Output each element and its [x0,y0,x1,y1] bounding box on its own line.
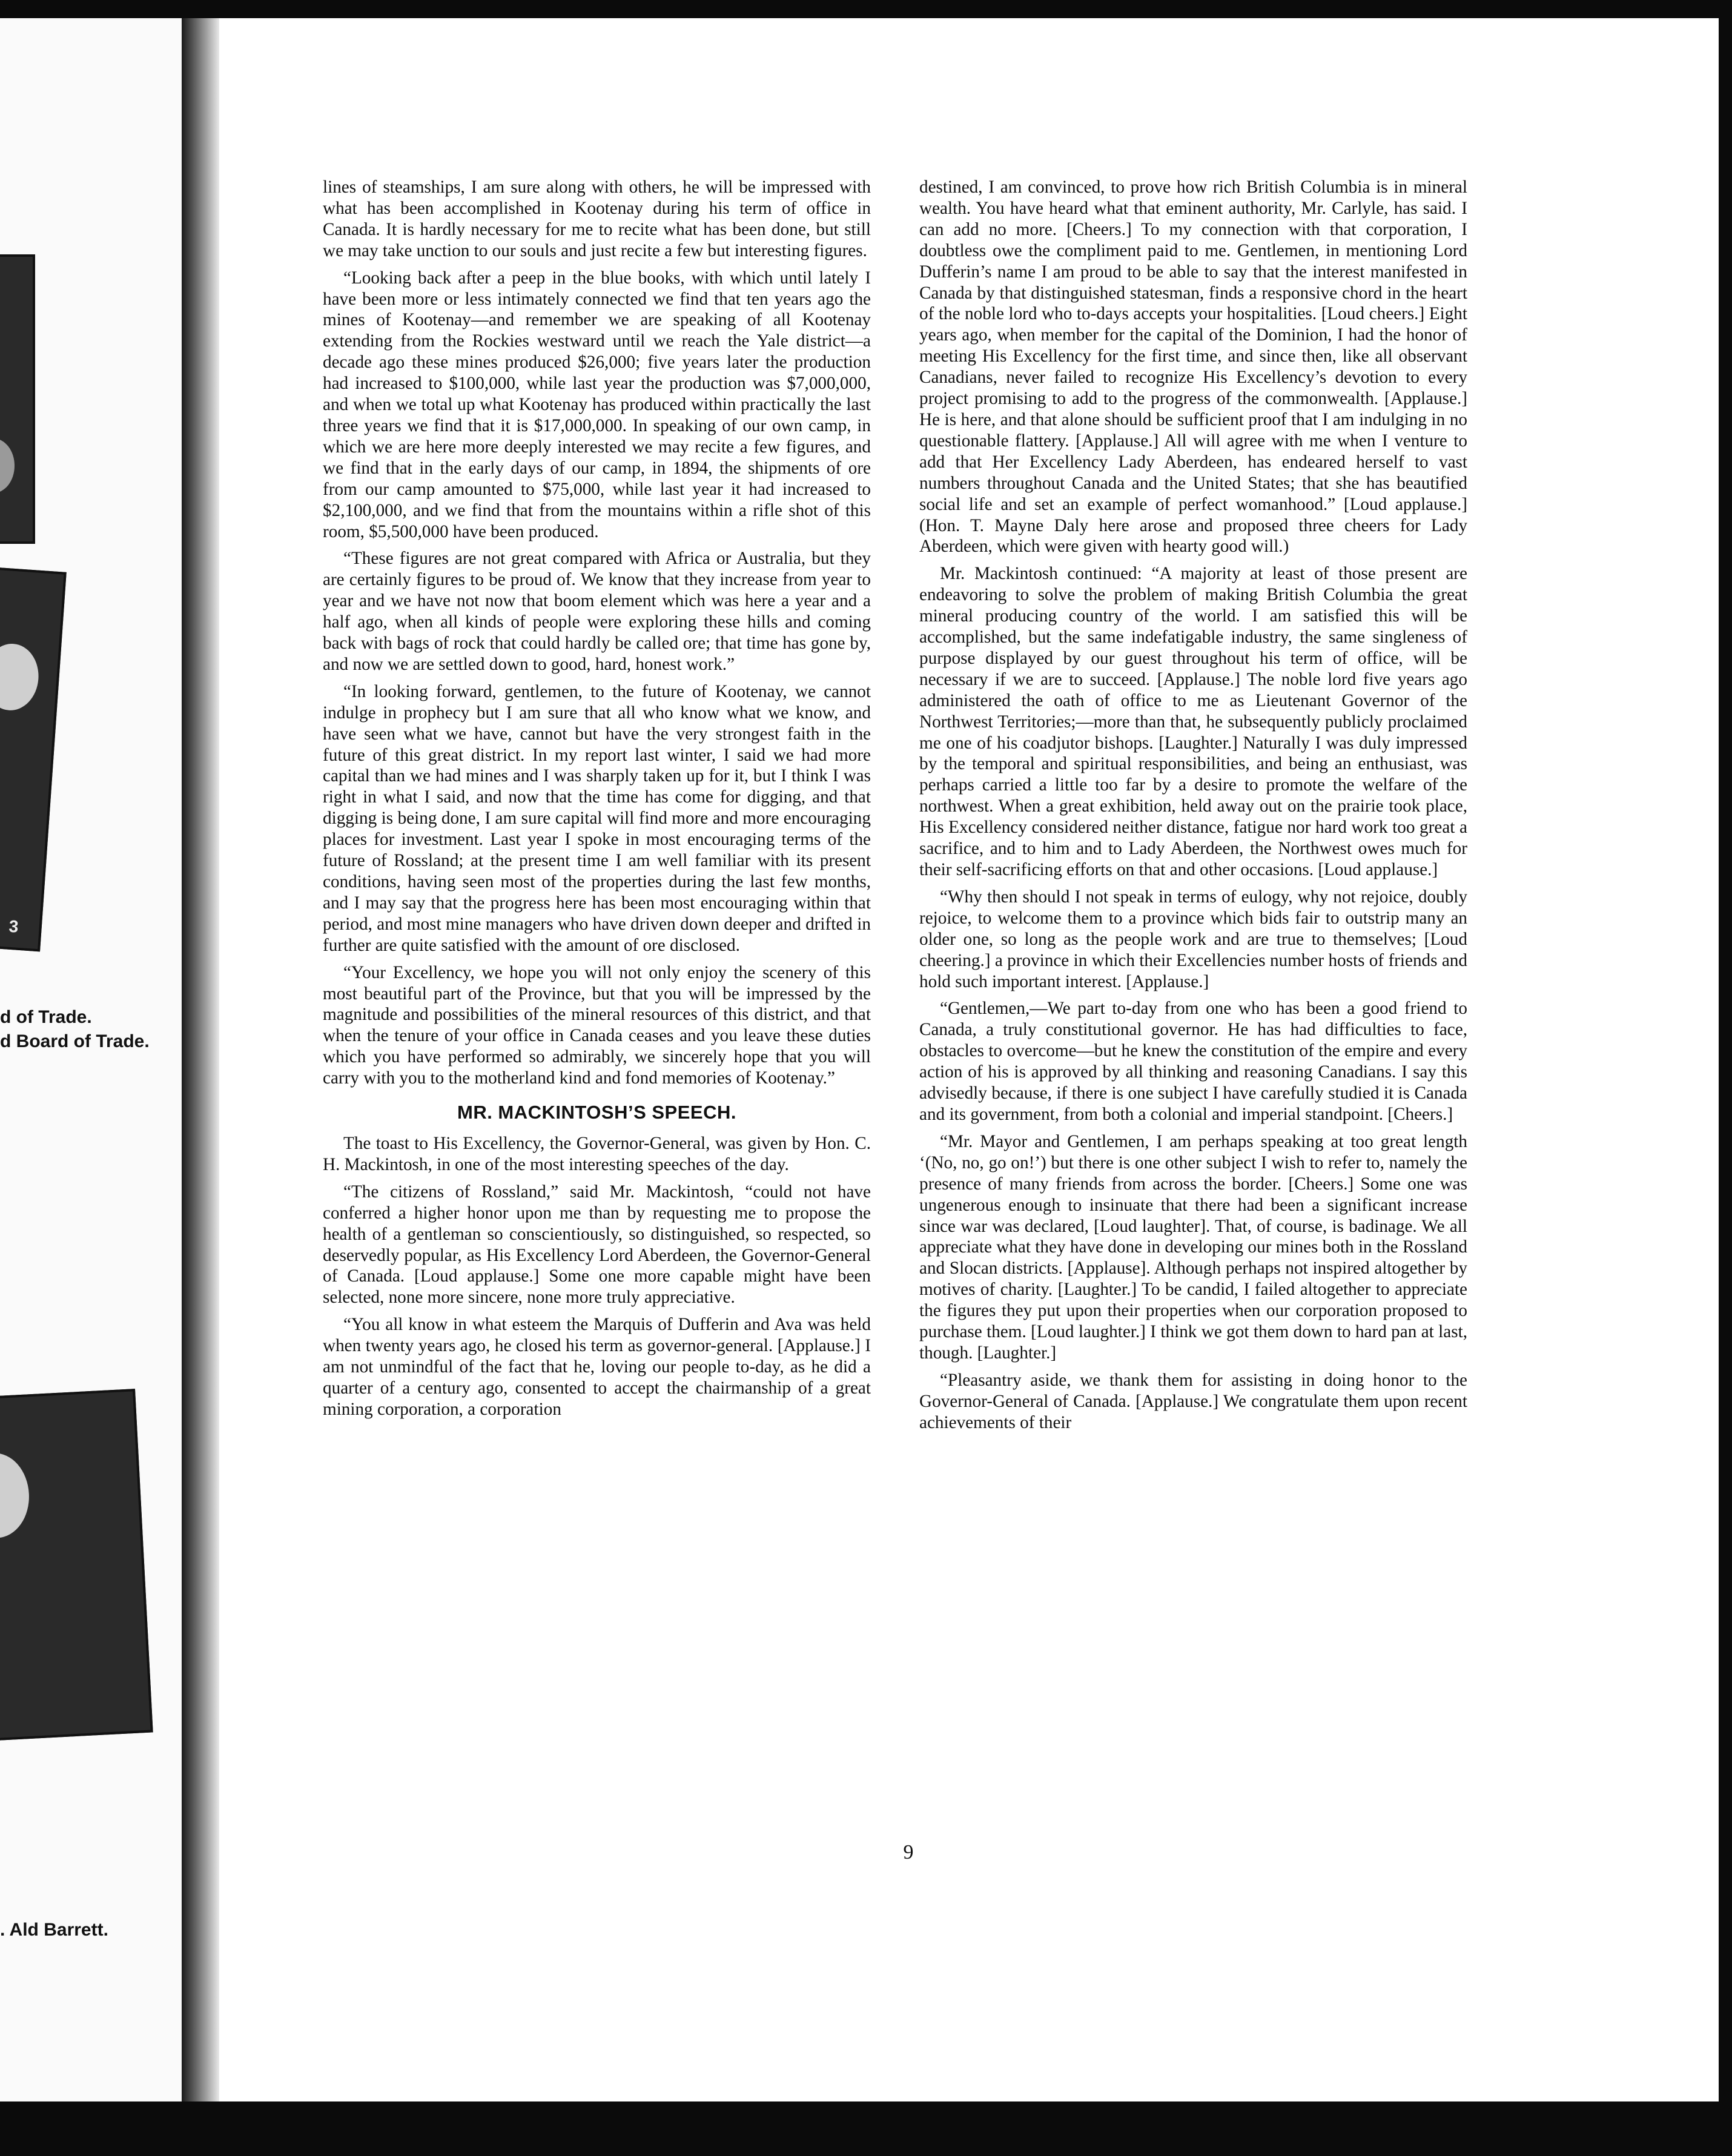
photo-number: 3 [8,916,19,936]
paragraph: “Your Excellency, we hope you will not only enjoy the scenery of this most beautiful part of the Province, but that you will be impressed by the magnitude and possibilities of the mineral resources of this district, and that when the tenure of your office in Canada ceases and you leave these duties which you have performed so admirably, we sincerely hope that you will carry with you to the motherland kind and fond memories of Kootenay.” [323,962,871,1088]
paragraph: “Pleasantry aside, we thank them for assisting in doing honor to the Governor-General of Canada. [Applause.] We congratulate them upon recent achievements of their [919,1370,1467,1432]
left-text-column [323,177,871,1848]
paragraph: “Mr. Mayor and Gentlemen, I am perhaps speaking at too great length ‘(No, no, go on!’) but there is one other subject I wish to refer to, namely the presence of many friends from across the border. [Cheers.] Some one was ungenerous enough to insinuate that there had been a significant increase since war was declared, [Loud laughter]. That, of course, is badinage. We all appreciate what they have done in developing our mines both in the Rossland and Slocan districts. [Applause]. Although perhaps not inspired altogether by motives of charity. [Laughter.] To be candid, I failed altogether to appreciate the figures they put upon their properties when our corporation proposed to purchase them. [Loud laughter.] I think we got them down to hard pan at last, though. [Laughter.] [919,1131,1467,1363]
caption-fragment-3: . Ald Barrett. [0,1920,108,1940]
portrait-photo-1 [0,254,35,544]
caption-fragment-1: d of Trade. [0,1007,92,1027]
right-text-column [919,177,1467,1848]
paragraph: “The citizens of Rossland,” said Mr. Mackintosh, “could not have conferred a higher honor upon me than by requesting me to propose the health of a gentleman so conscientiously, so distinguished, so respected, so deservedly popular, as His Excellency Lord Aberdeen, the Governor-General of Canada. [Loud applause.] Some one more capable might have been selected, none more sincere, none more truly appreciative. [323,1182,871,1308]
portrait-photo-3 [0,1389,153,1741]
scan-top-border [0,0,1732,18]
paragraph: Mr. Mackintosh continued: “A majority at least of those present are endeavoring to solve the problem of making British Columbia the great mineral producing country of the world. I am satisfied this will be accomplished, but the same indefatigable industry, the same singleness of purpose displayed by our guest throughout his term of office, will be necessary if we are to succeed. [Applause.] The noble lord five years ago administered the oath of office to me as Lieutenant Governor of the Northwest Territories;—more than that, he subsequently publicly proclaimed me one of his coadjutor bishops. [Laughter.] Naturally I was duly impressed by the temporal and spiritual responsibilities, and being an enthusiast, was perhaps carried a little too far by a desire to promote the welfare of the northwest. When a great exhibition, held away out on the prairie took place, His Excellency considered neither distance, fatigue nor hard work too great a sacrifice, and to him and to Lady Aberdeen, the Northwest owes much for their self-sacrificing efforts on that and other occasions. [Loud applause.] [919,564,1467,879]
caption-fragment-2: d Board of Trade. [0,1031,150,1051]
page-number: 9 [903,1841,914,1863]
section-heading: MR. MACKINTOSH’S SPEECH. [457,1102,736,1123]
paragraph: “Looking back after a peep in the blue books, with which until lately I have been more or less intimately connected we find that ten years ago the mines of Kootenay—and remember we are speaking of all Kootenay extending from the Rockies westward until we reach the Yale district—a decade ago these mines produced $26,000; five years later the production had increased to $100,000, while last year the production was $7,000,000, and when we total up what Kootenay has produced within practically the last three years we find that it is $17,000,000. In speaking of our own camp, in which we are here more deeply interested we may recite a few figures, and we find that in the early days of our camp, in 1894, the shipments of ore from our camp amounted to $75,000, while last year it had increased to $2,100,000, and we find that from the mountains within a rifle shot of this room, $5,500,000 have been produced. [323,268,871,541]
paragraph: “Why then should I not speak in terms of eulogy, why not rejoice, doubly rejoice, to welcome them to a province which bids fair to outstrip many an older one, so long as the people work and are true to themselves; [Loud cheering.] a province in which their Excellencies number hosts of friends and hold such important interest. [Applause.] [919,887,1467,991]
scan-bottom-border [0,2101,1732,2156]
page-gutter-shadow [182,18,219,2101]
paragraph: destined, I am convinced, to prove how rich British Columbia is in mineral wealth. You have heard what that eminent authority, Mr. Carlyle, has said. I can add no more. [Cheers.] To my connection with that corporation, I doubtless owe the compliment paid to me. Gentlemen, in mentioning Lord Dufferin’s name I am proud to be able to say that the interest manifested in Canada by that distinguished statesman, finds a responsive chord in the heart of the noble lord who to-days accepts your hospitalities. [Loud cheers.] Eight years ago, when member for the capital of the Dominion, I had the honor of meeting His Excellency for the first time, and since then, like all observant Canadians, never failed to recognize His Excellency’s devotion to every project promising to add to the progress of the commonwealth. [Applause.] He is here, and that alone should be sufficient proof that I am indulging in no questionable flattery. [Applause.] All will agree with me when I venture to add that Her Excellency Lady Aberdeen, has endeared herself to vast numbers throughout Canada and the United States; that she has beautified social life and set an example of perfect womanhood.” [Loud applause.] (Hon. T. Mayne Daly here arose and proposed three cheers for Lady Aberdeen, which were given with hearty good will.) [919,177,1467,557]
adjacent-page-fragment [0,18,182,2101]
paragraph: “In looking forward, gentlemen, to the future of Kootenay, we cannot indulge in prophecy but I am sure that all who know what we know, and have seen what we have, cannot but have the very strongest faith in the future of this great district. In my report last winter, I said we had more capital than we had mines and I was sharply taken up for it, but I think I was right in what I said, and now that the time has come for digging, and that digging is being done, I am sure capital will find more and more encouraging places for investment. Last year I spoke in most encouraging terms of the future of Rossland; at the present time I am well familiar with its present conditions, having seen most of the properties during the last few months, and I may say that the progress here has been most encouraging within that period, and most mine managers who have driven down deeper and drifted in further are quite satisfied with the amount of ore disclosed. [323,681,871,955]
paragraph: “You all know in what esteem the Marquis of Dufferin and Ava was held when twenty years ago, he closed his term as governor-general. [Applause.] I am not unmindful of the fact that he, loving our people to-day, as he did a quarter of a century ago, consented to accept the chairmanship of a great mining corporation, a corporation [323,1315,871,1419]
paragraph: “These figures are not great compared with Africa or Australia, but they are certainly figures to be proud of. We know that they increase from year to year and we have not now that boom element which was here a year and a half ago, when all kinds of people were exploring these hills and coming back with bags of rock that could hardly be called ore; that time has gone by, and now we are settled down to good, hard, honest work.” [323,549,871,674]
paragraph: lines of steamships, I am sure along with others, he will be impressed with what has been accomplished in Kootenay during his term of office in Canada. It is hardly necessary for me to recite what has been done, but still we may take unction to our souls and just recite a few but interesting figures. [323,177,871,260]
paragraph: “Gentlemen,—We part to-day from one who has been a good friend to Canada, a truly constitutional governor. He has had difficulties to face, obstacles to overcome—but he knew the constitution of the empire and every action of his is approved by all thinking and reasoning Canadians. I say this advisedly because, if there is one subject I have carefully studied it is Canada and its government, from both a colonial and imperial standpoint. [Cheers.] [919,999,1467,1124]
scan-right-border [1719,18,1732,2101]
paragraph: The toast to His Excellency, the Governor-General, was given by Hon. C. H. Mackintosh, in one of the most interesting speeches of the day. [323,1133,871,1174]
portrait-photo-2 [0,567,67,952]
